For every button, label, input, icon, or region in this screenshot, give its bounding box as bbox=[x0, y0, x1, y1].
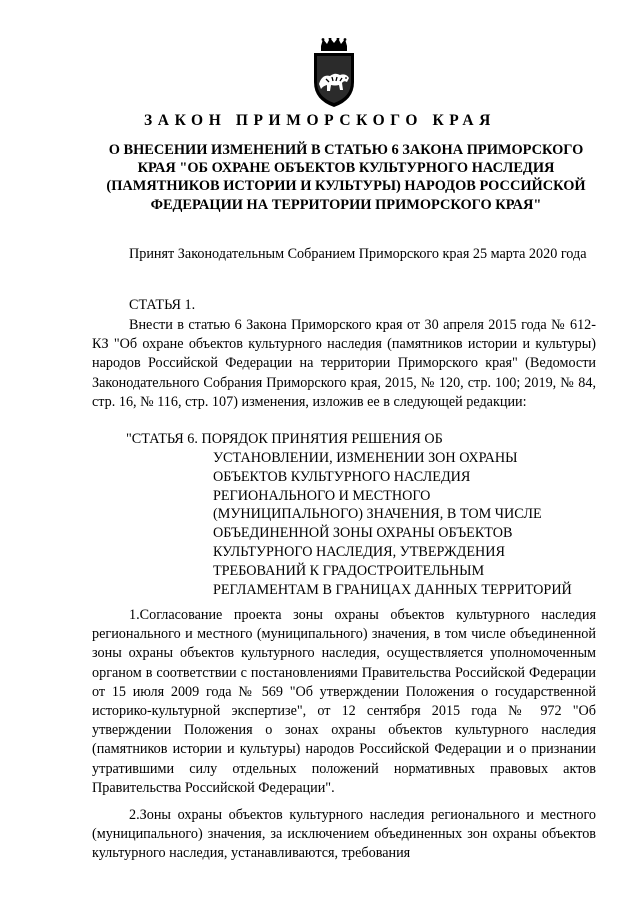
amendment-paragraph: Внести в статью 6 Закона Приморского края от 30 апреля 2015 года № 612-КЗ "Об охране объектов культурного наследия (памятников истории и культуры) народов Российской Федерации на территории Приморского края" (Ведомости Законодательного Собрания Приморского края, 2015, № 120, стр. 100; 2019, № 84, стр. 16, № 116, стр. 107) изменения, изложив ее в следующей редакции: bbox=[92, 317, 596, 410]
paragraph-1: 1.Согласование проекта зоны охраны объектов культурного наследия регионального и местного (муниципального) значения, в том числе объединенной зоны охраны объектов культурного наследия, осуществляется уполномоченным органом в соответствии с постановлениями Правительства Российской Федерации от 15 июля 2009 года № 569 "Об утверждении Положения о государственной историко-культурной экспертизе", от 12 сентября 2015 года № 972 "Об утверждении Положения о зонах охраны объектов культурного наследия (памятников истории и культуры) народов Российской Федерации и о признании утратившими силу отдельных положений нормативных правовых актов Правительства Российской Федерации". bbox=[92, 607, 596, 796]
article-6-heading-continuation: УСТАНОВЛЕНИИ, ИЗМЕНЕНИИ ЗОН ОХРАНЫ ОБЪЕКТОВ КУЛЬТУРНОГО НАСЛЕДИЯ РЕГИОНАЛЬНОГО И МЕСТНОГО (МУНИЦИПАЛЬНОГО) ЗНАЧЕНИЯ, В ТОМ ЧИСЛЕ ОБЪЕДИНЕННОЙ ЗОНЫ ОХРАНЫ ОБЪЕКТОВ КУЛЬТУРНОГО НАСЛЕДИЯ, УТВЕРЖДЕНИЯ ТРЕБОВАНИЙ К ГРАДОСТРОИТЕЛЬНЫМ РЕГЛАМЕНТАМ В ГРАНИЦАХ ДАННЫХ ТЕРРИТОРИЙ bbox=[213, 450, 572, 598]
adoption-statement: Принят Законодательным Собранием Приморского края 25 марта 2020 года bbox=[129, 246, 587, 262]
article-1-heading: СТАТЬЯ 1. bbox=[129, 297, 196, 313]
article-6-heading-first-line: "СТАТЬЯ 6. ПОРЯДОК ПРИНЯТИЯ РЕШЕНИЯ ОБ bbox=[126, 431, 443, 447]
law-subtitle: О ВНЕСЕНИИ ИЗМЕНЕНИЙ В СТАТЬЮ 6 ЗАКОНА ПРИМОРСКОГО КРАЯ "ОБ ОХРАНЕ ОБЪЕКТОВ КУЛЬТУРНОГО НАСЛЕДИЯ (ПАМЯТНИКОВ ИСТОРИИ И КУЛЬТУРЫ) НАРОДОВ РОССИЙСКОЙ ФЕДЕРАЦИИ НА ТЕРРИТОРИИ ПРИМОРСКОГО КРАЯ" bbox=[106, 142, 586, 213]
law-title: ЗАКОН ПРИМОРСКОГО КРАЯ bbox=[144, 112, 496, 129]
coat-of-arms-icon bbox=[302, 38, 366, 108]
paragraph-2: 2.Зоны охраны объектов культурного наследия регионального и местного (муниципального) значения, за исключением объединенных зон охраны объектов культурного наследия, устанавливаются, требования bbox=[92, 807, 596, 862]
